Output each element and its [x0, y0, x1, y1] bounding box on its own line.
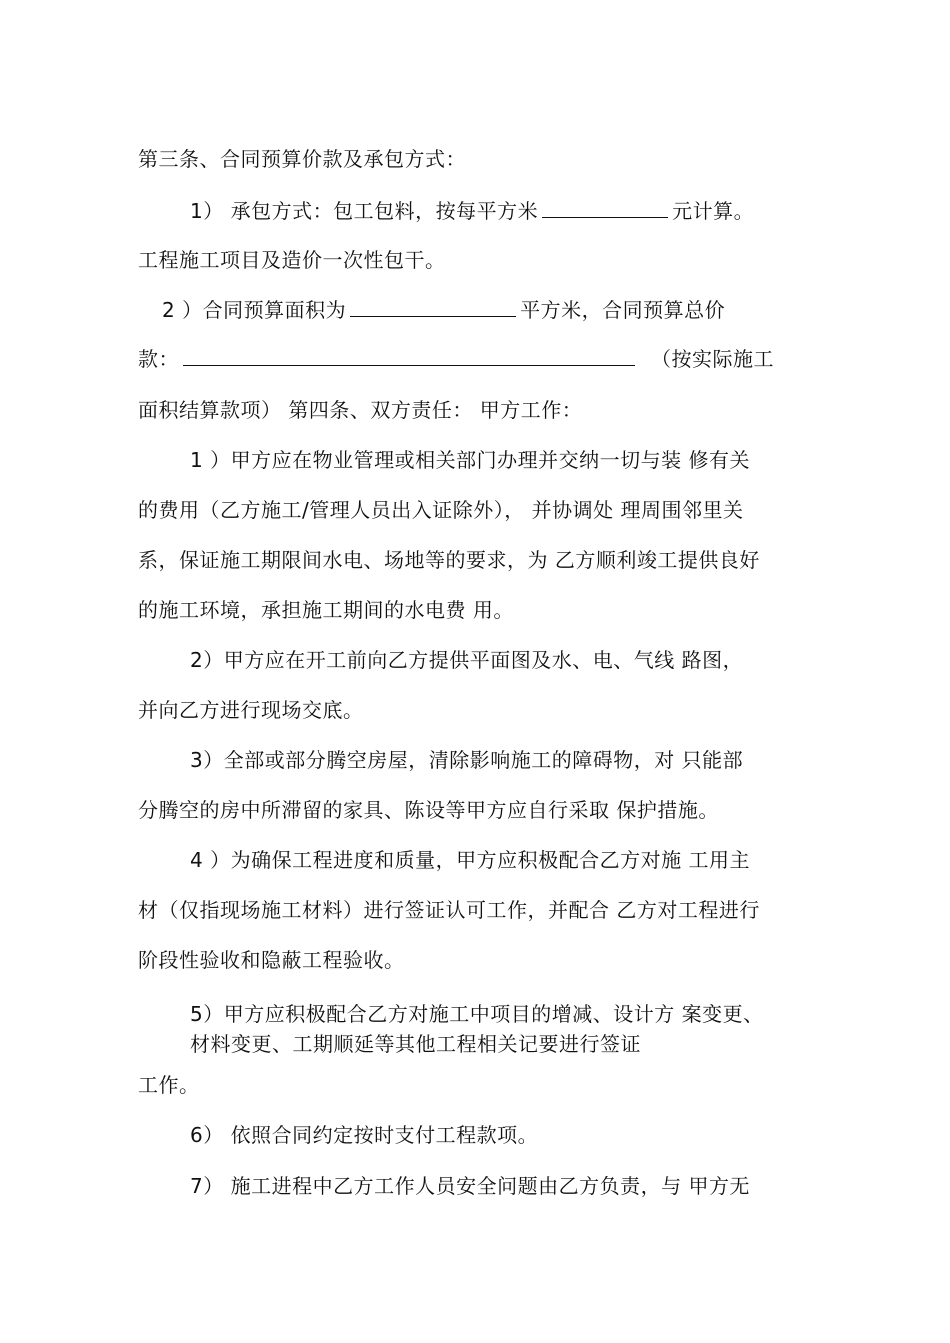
clause-4-4-line-3: 阶段性验收和隐蔽工程验收。	[138, 948, 405, 972]
clause-3-2-amount	[138, 345, 774, 373]
clause-4-1-line-1: 1 ）甲方应在物业管理或相关部门办理并交纳一切与装 修有关	[190, 448, 750, 472]
clause-4-5-line-3: 工作。	[138, 1073, 200, 1097]
clause-3-1-unit: 元计算。	[672, 199, 755, 223]
clause-3-1	[190, 197, 754, 225]
clause-4-1-line-3: 系，保证施工期限间水电、场地等的要求，为 乙方顺利竣工提供良好	[138, 548, 760, 572]
clause-3-1-continued: 工程施工项目及造价一次性包干。	[138, 248, 446, 272]
clause-4-1-line-2: 的费用（乙方施工/管理人员出入证除外）， 并协调处 理周围邻里关	[138, 498, 744, 522]
amount-note: （按实际施工	[651, 347, 774, 371]
clause-4-4-line-1: 4 ）为确保工程进度和质量，甲方应积极配合乙方对施 工用主	[190, 848, 750, 872]
area-blank[interactable]	[350, 298, 516, 317]
price-per-sqm-blank[interactable]	[542, 199, 668, 218]
clause-4-5-line-2: 材料变更、工期顺延等其他工程相关记要进行签证	[190, 1032, 641, 1056]
clause-4-6: 6） 依照合同约定按时支付工程款项。	[190, 1123, 539, 1147]
clause-4-7: 7） 施工进程中乙方工作人员安全问题由乙方负责，与 甲方无	[190, 1174, 750, 1198]
amount-label: 款：	[138, 347, 179, 371]
clause-3-2-total-label: 平方米，合同预算总价	[520, 298, 726, 322]
clause-4-2-line-1: 2）甲方应在开工前向乙方提供平面图及水、电、气线 路图，	[190, 648, 744, 672]
article-4-heading: 面积结算款项） 第四条、双方责任： 甲方工作：	[138, 398, 583, 422]
article-3-heading: 第三条、合同预算价款及承包方式：	[138, 147, 466, 171]
clause-4-2-line-2: 并向乙方进行现场交底。	[138, 698, 364, 722]
clause-3-2-text: 2 ）合同预算面积为	[162, 298, 347, 322]
clause-4-3-line-2: 分腾空的房中所滞留的家具、陈设等甲方应自行采取 保护措施。	[138, 798, 719, 822]
clause-3-2	[162, 296, 725, 324]
total-amount-blank[interactable]	[183, 347, 635, 366]
clause-4-4-line-2: 材（仅指现场施工材料）进行签证认可工作，并配合 乙方对工程进行	[138, 898, 760, 922]
clause-4-1-line-4: 的施工环境，承担施工期间的水电费 用。	[138, 598, 514, 622]
clause-4-3-line-1: 3）全部或部分腾空房屋，清除影响施工的障碍物，对 只能部	[190, 748, 744, 772]
clause-3-1-text: 1） 承包方式：包工包料，按每平方米	[190, 199, 539, 223]
clause-4-5-line-1: 5）甲方应积极配合乙方对施工中项目的增减、设计方 案变更、	[190, 1002, 764, 1026]
